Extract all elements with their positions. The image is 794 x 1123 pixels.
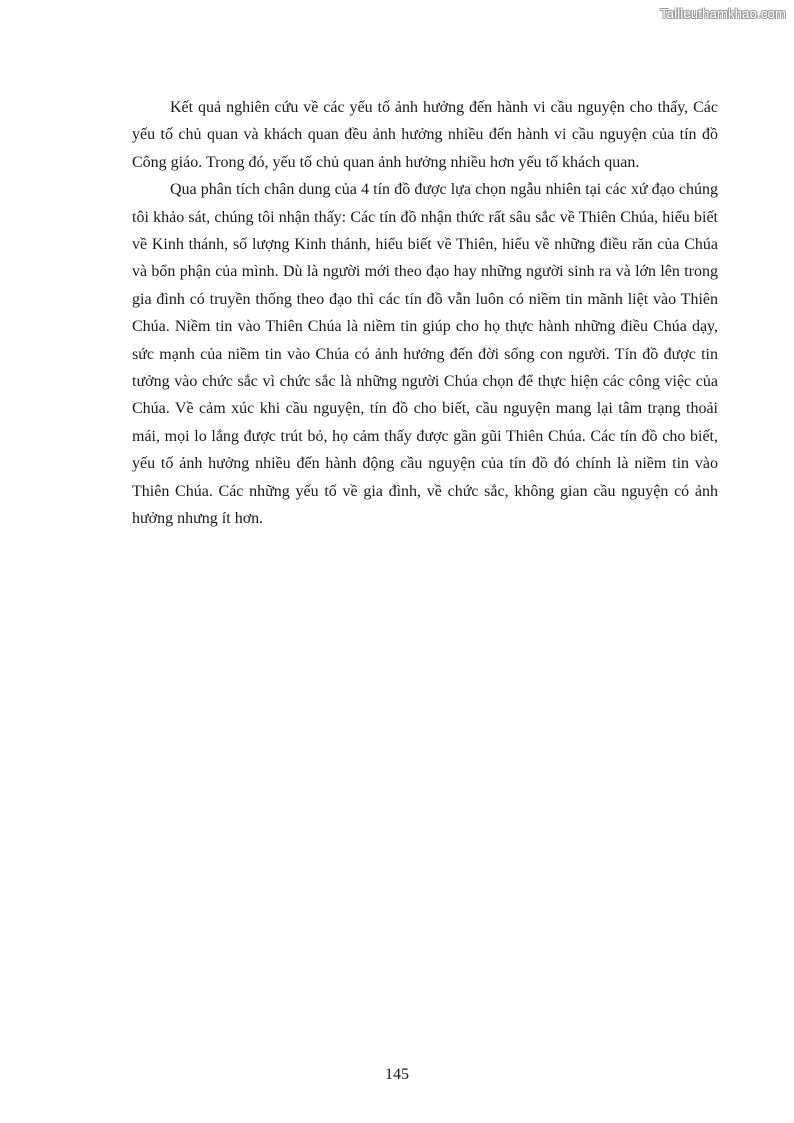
paragraph-research-summary: Kết quả nghiên cứu về các yếu tố ảnh hưởng đến hành vi cầu nguyện cho thấy, Các yếu tố chủ quan và khách quan đều ảnh hưởng nhiều đến hành vi cầu nguyện của tín đồ Công giáo. Trong đó, yếu tố chủ quan ảnh hưởng nhiều hơn yếu tố khách quan. bbox=[132, 99, 718, 171]
watermark: Tailieuthamkhao.com bbox=[660, 6, 786, 21]
paragraph-believer-analysis: Qua phân tích chân dung của 4 tín đồ được lựa chọn ngẫu nhiên tại các xứ đạo chúng tôi khảo sát, chúng tôi nhận thấy: Các tín đồ nhận thức rất sâu sắc về Thiên Chúa, hiểu biết về Kinh thánh, số lượng Kinh thánh, hiểu biết về Thiên, hiểu về những điều răn của Chúa và bổn phận của mình. Dù là người mới theo đạo hay những người sinh ra và lớn lên trong gia đình có truyền thống theo đạo thì các tín đồ vẫn luôn có niềm tin mãnh liệt vào Thiên Chúa. Niềm tin vào Thiên Chúa là niềm tin giúp cho họ thực hành những điều Chúa dạy, sức mạnh của niềm tin vào Chúa có ảnh hưởng đến đời sống con người. Tín đồ được tin tưởng vào chức sắc vì chức sắc là những người Chúa chọn để thực hiện các công việc của Chúa. Về cảm xúc khi cầu nguyện, tín đồ cho biết, cầu nguyện mang lại tâm trạng thoải mái, mọi lo lắng được trút bỏ, họ cảm thấy được gần gũi Thiên Chúa. Các tín đồ cho biết, yếu tố ảnh hưởng nhiều đến hành động cầu nguyện của tín đồ đó chính là niềm tin vào Thiên Chúa. Các những yếu tố về gia đình, về chức sắc, không gian cầu nguyện có ảnh hưởng nhưng ít hơn. bbox=[132, 181, 718, 528]
page-body bbox=[132, 94, 718, 533]
page-number: 145 bbox=[385, 1066, 409, 1083]
